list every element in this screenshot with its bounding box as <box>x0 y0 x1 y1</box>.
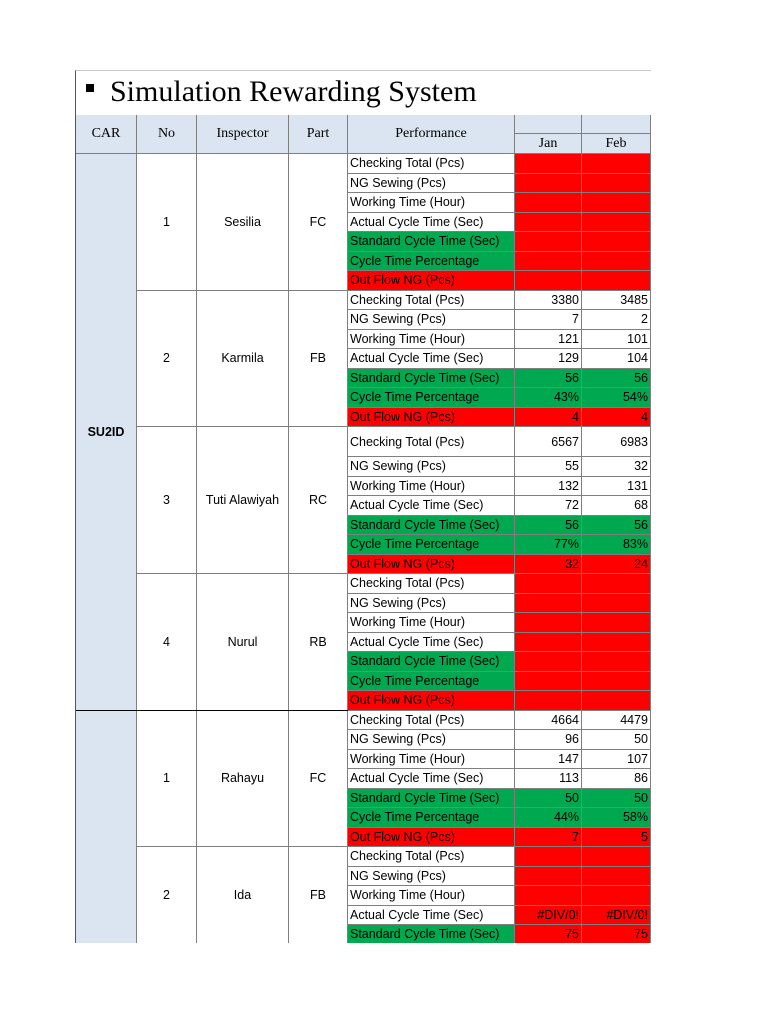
jan-value: 3380 <box>515 291 582 311</box>
feb-value: 131 <box>582 477 651 497</box>
jan-value: 56 <box>515 369 582 389</box>
jan-value <box>515 193 582 213</box>
inspector-name: Sesilia <box>197 154 289 291</box>
jan-value: 75 <box>515 925 582 943</box>
part-code: FB <box>289 291 348 428</box>
jan-value <box>515 594 582 614</box>
feb-value: 32 <box>582 457 651 477</box>
jan-value: 50 <box>515 789 582 809</box>
performance-label: NG Sewing (Pcs) <box>348 867 515 887</box>
feb-value: 75 <box>582 925 651 943</box>
jan-value <box>515 154 582 174</box>
header-part: Part <box>289 115 348 154</box>
performance-label: Out Flow NG (Pcs) <box>348 408 515 428</box>
jan-value <box>515 652 582 672</box>
feb-value <box>582 271 651 291</box>
performance-label: Cycle Time Percentage <box>348 672 515 692</box>
performance-label: Standard Cycle Time (Sec) <box>348 925 515 943</box>
jan-value: 32 <box>515 555 582 575</box>
feb-value <box>582 213 651 233</box>
performance-label: NG Sewing (Pcs) <box>348 174 515 194</box>
jan-value: 72 <box>515 496 582 516</box>
performance-label: Checking Total (Pcs) <box>348 847 515 867</box>
jan-value: 77% <box>515 535 582 555</box>
performance-label: Cycle Time Percentage <box>348 252 515 272</box>
performance-label: Checking Total (Pcs) <box>348 154 515 174</box>
jan-value <box>515 867 582 887</box>
feb-value <box>582 154 651 174</box>
jan-value: 44% <box>515 808 582 828</box>
jan-value: 96 <box>515 730 582 750</box>
feb-value: 24 <box>582 555 651 575</box>
feb-value: 5 <box>582 828 651 848</box>
jan-value: 43% <box>515 388 582 408</box>
feb-value <box>582 652 651 672</box>
feb-value <box>582 886 651 906</box>
inspector-name: Nurul <box>197 574 289 711</box>
inspector-name: Rahayu <box>197 711 289 848</box>
inspector-number: 4 <box>137 574 197 711</box>
part-code: FC <box>289 711 348 848</box>
performance-label: Out Flow NG (Pcs) <box>348 828 515 848</box>
performance-label: Working Time (Hour) <box>348 193 515 213</box>
jan-value: 4 <box>515 408 582 428</box>
feb-value: 101 <box>582 330 651 350</box>
feb-value <box>582 691 651 711</box>
jan-value: #DIV/0! <box>515 906 582 926</box>
performance-label: Out Flow NG (Pcs) <box>348 691 515 711</box>
jan-value <box>515 691 582 711</box>
performance-label: Checking Total (Pcs) <box>348 291 515 311</box>
feb-value: 2 <box>582 310 651 330</box>
jan-value <box>515 672 582 692</box>
jan-value <box>515 174 582 194</box>
performance-label: Standard Cycle Time (Sec) <box>348 232 515 252</box>
jan-value: 121 <box>515 330 582 350</box>
header-car: CAR <box>76 115 137 154</box>
feb-value: 86 <box>582 769 651 789</box>
header-jan: Jan <box>515 134 582 154</box>
jan-value <box>515 633 582 653</box>
header-feb-top <box>582 115 651 134</box>
part-code: FC <box>289 154 348 291</box>
jan-value: 132 <box>515 477 582 497</box>
performance-label: Actual Cycle Time (Sec) <box>348 496 515 516</box>
inspector-number: 1 <box>137 711 197 848</box>
performance-label: Working Time (Hour) <box>348 886 515 906</box>
header-no: No <box>137 115 197 154</box>
feb-value <box>582 574 651 594</box>
jan-value <box>515 613 582 633</box>
header-feb: Feb <box>582 134 651 154</box>
performance-label: NG Sewing (Pcs) <box>348 457 515 477</box>
feb-value: 83% <box>582 535 651 555</box>
feb-value <box>582 252 651 272</box>
feb-value: 54% <box>582 388 651 408</box>
performance-label: Standard Cycle Time (Sec) <box>348 369 515 389</box>
feb-value: #DIV/0! <box>582 906 651 926</box>
performance-label: Out Flow NG (Pcs) <box>348 271 515 291</box>
jan-value: 147 <box>515 750 582 770</box>
jan-value: 55 <box>515 457 582 477</box>
feb-value: 68 <box>582 496 651 516</box>
inspector-number: 3 <box>137 427 197 574</box>
jan-value <box>515 847 582 867</box>
jan-value <box>515 252 582 272</box>
feb-value <box>582 232 651 252</box>
jan-value: 7 <box>515 310 582 330</box>
performance-label: Checking Total (Pcs) <box>348 711 515 731</box>
feb-value <box>582 867 651 887</box>
jan-value <box>515 232 582 252</box>
feb-value: 50 <box>582 789 651 809</box>
performance-label: Actual Cycle Time (Sec) <box>348 769 515 789</box>
performance-label: Actual Cycle Time (Sec) <box>348 633 515 653</box>
performance-label: Standard Cycle Time (Sec) <box>348 789 515 809</box>
performance-label: Standard Cycle Time (Sec) <box>348 652 515 672</box>
inspector-number: 2 <box>137 291 197 428</box>
feb-value <box>582 174 651 194</box>
feb-value <box>582 847 651 867</box>
jan-value <box>515 886 582 906</box>
feb-value: 107 <box>582 750 651 770</box>
part-code: RB <box>289 574 348 711</box>
performance-label: Actual Cycle Time (Sec) <box>348 349 515 369</box>
header-inspector: Inspector <box>197 115 289 154</box>
jan-value: 56 <box>515 516 582 536</box>
performance-label: Cycle Time Percentage <box>348 388 515 408</box>
jan-value <box>515 213 582 233</box>
performance-label: Cycle Time Percentage <box>348 808 515 828</box>
performance-label: NG Sewing (Pcs) <box>348 594 515 614</box>
inspector-name: Tuti Alawiyah <box>197 427 289 574</box>
performance-label: Cycle Time Percentage <box>348 535 515 555</box>
feb-value: 58% <box>582 808 651 828</box>
jan-value: 7 <box>515 828 582 848</box>
feb-value: 104 <box>582 349 651 369</box>
inspector-name: Karmila <box>197 291 289 428</box>
car-group: SU2ID <box>76 154 137 711</box>
performance-label: NG Sewing (Pcs) <box>348 310 515 330</box>
performance-label: Working Time (Hour) <box>348 613 515 633</box>
jan-value <box>515 271 582 291</box>
performance-label: Standard Cycle Time (Sec) <box>348 516 515 536</box>
inspector-name: Ida <box>197 847 289 943</box>
inspector-number: 2 <box>137 847 197 943</box>
spreadsheet <box>75 70 651 943</box>
feb-value: 50 <box>582 730 651 750</box>
feb-value: 4479 <box>582 711 651 731</box>
part-code: FB <box>289 847 348 943</box>
car-group <box>76 711 137 944</box>
jan-value <box>515 574 582 594</box>
performance-label: Out Flow NG (Pcs) <box>348 555 515 575</box>
feb-value <box>582 594 651 614</box>
header-jan-top <box>515 115 582 134</box>
jan-value: 113 <box>515 769 582 789</box>
title-bar <box>76 71 651 116</box>
feb-value: 3485 <box>582 291 651 311</box>
feb-value: 6983 <box>582 427 651 457</box>
feb-value <box>582 613 651 633</box>
performance-label: Checking Total (Pcs) <box>348 574 515 594</box>
bullet-icon <box>86 84 94 92</box>
performance-label: NG Sewing (Pcs) <box>348 730 515 750</box>
jan-value: 4664 <box>515 711 582 731</box>
inspector-number: 1 <box>137 154 197 291</box>
performance-label: Actual Cycle Time (Sec) <box>348 213 515 233</box>
feb-value <box>582 672 651 692</box>
page-title: Simulation Rewarding System <box>110 75 477 108</box>
performance-label: Working Time (Hour) <box>348 330 515 350</box>
jan-value: 6567 <box>515 427 582 457</box>
feb-value: 4 <box>582 408 651 428</box>
part-code: RC <box>289 427 348 574</box>
performance-label: Working Time (Hour) <box>348 750 515 770</box>
performance-label: Actual Cycle Time (Sec) <box>348 906 515 926</box>
jan-value: 129 <box>515 349 582 369</box>
performance-label: Checking Total (Pcs) <box>348 427 515 457</box>
feb-value: 56 <box>582 516 651 536</box>
header-performance: Performance <box>348 115 515 154</box>
feb-value <box>582 193 651 213</box>
feb-value <box>582 633 651 653</box>
performance-label: Working Time (Hour) <box>348 477 515 497</box>
feb-value: 56 <box>582 369 651 389</box>
